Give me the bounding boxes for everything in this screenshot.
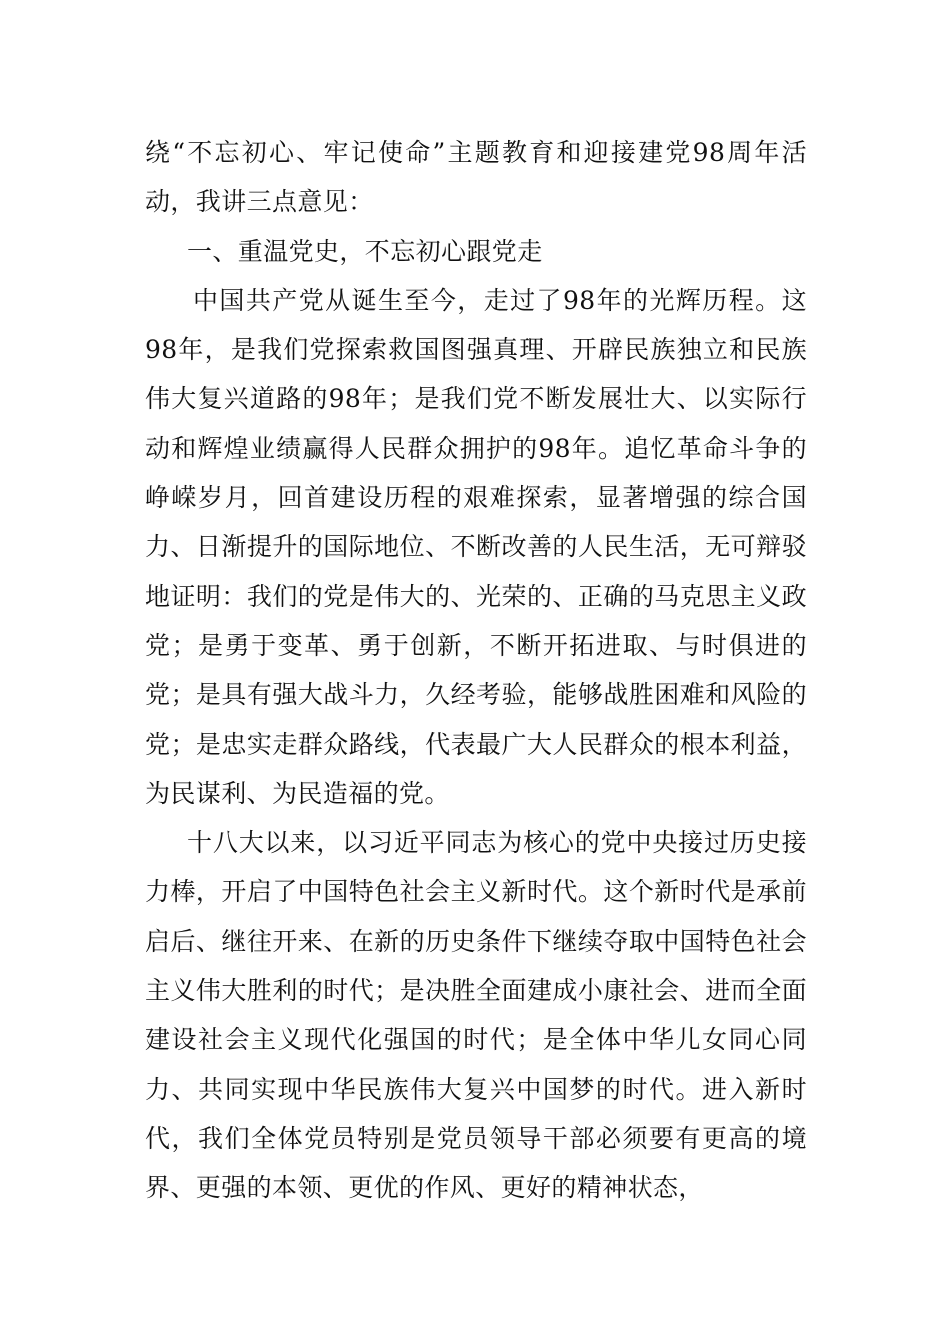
section-heading-1: 一、重温党史，不忘初心跟党走 <box>187 236 543 266</box>
document-body <box>145 128 807 1213</box>
paragraph-new-era: 十八大以来，以习近平同志为核心的党中央接过历史接力棒，开启了中国特色社会主义新时代。这个新时代是承前启后、继往开来、在新的历史条件下继续夺取中国特色社会主义伟大胜利的时代；是决胜全面建成小康社会、进而全面建设社会主义现代化强国的时代；是全体中华儿女同心同力、共同实现中华民族伟大复兴中国梦的时代。进入新时代，我们全体党员特别是党员领导干部必须要有更高的境界、更强的本领、更优的作风、更好的精神状态， <box>145 828 807 1203</box>
paragraph-party-history: 中国共产党从诞生至今，走过了98年的光辉历程。这98年，是我们党探索救国图强真理、开辟民族独立和民族伟大复兴道路的98年；是我们党不断发展壮大、以实际行动和辉煌业绩赢得人民群众拥护的98年。追忆革命斗争的峥嵘岁月，回首建设历程的艰难探索，显著增强的综合国力、日渐提升的国际地位、不断改善的人民生活，无可辩驳地证明：我们的党是伟大的、光荣的、正确的马克思主义政党；是勇于变革、勇于创新，不断开拓进取、与时俱进的党；是具有强大战斗力，久经考验，能够战胜困难和风险的党；是忠实走群众路线，代表最广大人民群众的根本利益，为民谋利、为民造福的党。 <box>145 285 807 808</box>
paragraph-intro-continuation: 绕“不忘初心、牢记使命”主题教育和迎接建党98周年活动，我讲三点意见： <box>145 138 807 217</box>
